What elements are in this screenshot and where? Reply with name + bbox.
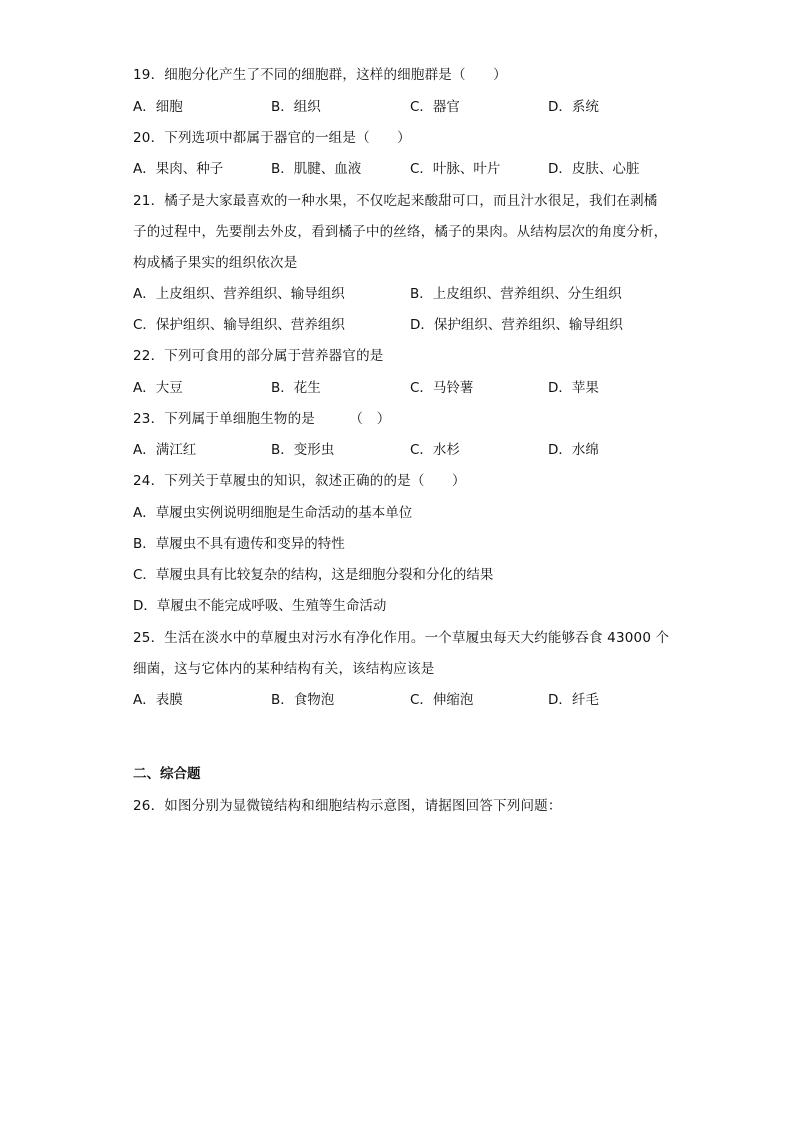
question-19-option-c: C．器官 xyxy=(410,99,460,115)
question-19-option-a: A．细胞 xyxy=(133,99,183,115)
question-21-stem-line-1: 21．橘子是大家最喜欢的一种水果，不仅吃起来酸甜可口，而且汁水很足，我们在剥橘 xyxy=(133,193,658,209)
question-21-stem-line-3: 构成橘子果实的组织依次是 xyxy=(133,255,298,271)
question-25-stem-line-2: 细菌，这与它体内的某种结构有关，该结构应该是 xyxy=(133,661,435,677)
question-19-option-b: B．组织 xyxy=(271,99,321,115)
question-23-option-b: B．变形虫 xyxy=(271,442,335,458)
question-21-option-c: C．保护组织、输导组织、营养组织 xyxy=(133,317,345,333)
question-24-option-a: A．草履虫实例说明细胞是生命活动的基本单位 xyxy=(133,505,413,521)
question-20-option-b: B．肌腱、血液 xyxy=(271,161,362,177)
question-24-option-d: D．草履虫不能完成呼吸、生殖等生命活动 xyxy=(133,598,387,614)
question-24-stem: 24．下列关于草履虫的知识，叙述正确的的是（ ） xyxy=(133,473,466,489)
section-title-comprehensive: 二、综合题 xyxy=(133,766,201,782)
question-25-option-b: B．食物泡 xyxy=(271,692,335,708)
question-23-stem: 23．下列属于单细胞生物的是 （ ） xyxy=(133,411,391,427)
question-25-option-c: C．伸缩泡 xyxy=(410,692,474,708)
question-20-option-d: D．皮肤、心脏 xyxy=(548,161,640,177)
question-19-stem: 19．细胞分化产生了不同的细胞群，这样的细胞群是（ ） xyxy=(133,67,507,83)
question-24-option-b: B．草履虫不具有遗传和变异的特性 xyxy=(133,536,345,552)
question-22-option-d: D．苹果 xyxy=(548,380,599,396)
question-21-option-b: B．上皮组织、营养组织、分生组织 xyxy=(410,286,622,302)
question-22-option-c: C．马铃薯 xyxy=(410,380,474,396)
question-23-option-d: D．水绵 xyxy=(548,442,599,458)
question-19-option-d: D．系统 xyxy=(548,99,599,115)
question-21-option-a: A．上皮组织、营养组织、输导组织 xyxy=(133,286,345,302)
question-21-option-d: D．保护组织、营养组织、输导组织 xyxy=(410,317,623,333)
question-20-stem: 20．下列选项中都属于器官的一组是（ ） xyxy=(133,130,411,146)
question-25-option-d: D．纤毛 xyxy=(548,692,599,708)
question-25-option-a: A．表膜 xyxy=(133,692,183,708)
question-20-option-a: A．果肉、种子 xyxy=(133,161,224,177)
question-22-option-a: A．大豆 xyxy=(133,380,183,396)
question-25-stem-line-1: 25．生活在淡水中的草履虫对污水有净化作用。一个草履虫每天大约能够吞食 43000 个 xyxy=(133,630,670,646)
question-23-option-a: A．满江红 xyxy=(133,442,197,458)
question-21-stem-line-2: 子的过程中，先要削去外皮，看到橘子中的丝络，橘子的果肉。从结构层次的角度分析， xyxy=(133,224,668,240)
question-24-option-c: C．草履虫具有比较复杂的结构，这是细胞分裂和分化的结果 xyxy=(133,567,494,583)
question-26-stem: 26．如图分别为显微镜结构和细胞结构示意图，请据图回答下列问题： xyxy=(133,798,562,814)
question-22-option-b: B．花生 xyxy=(271,380,321,396)
question-22-stem: 22．下列可食用的部分属于营养器官的是 xyxy=(133,348,384,364)
question-20-option-c: C．叶脉、叶片 xyxy=(410,161,501,177)
question-23-option-c: C．水杉 xyxy=(410,442,460,458)
